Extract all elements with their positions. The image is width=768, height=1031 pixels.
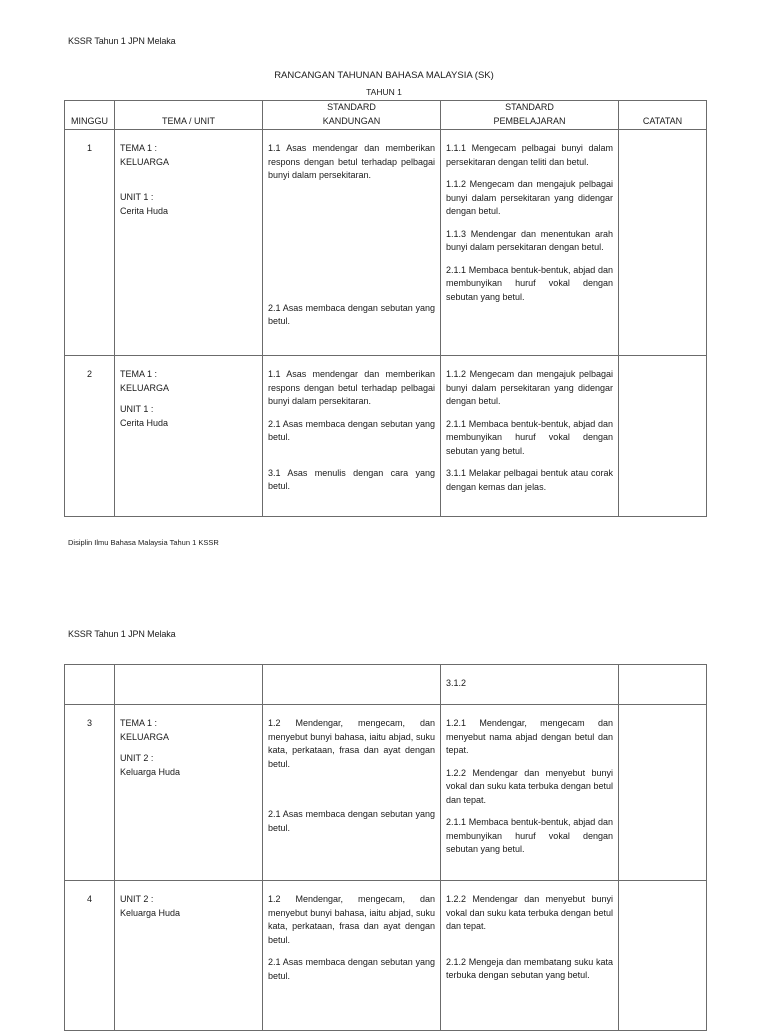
sp-item: 3.1.2 [446,678,467,688]
tema-unit-cell [115,665,263,705]
sk-item: 2.1 Asas membaca dengan sebutan yang betul. [268,957,435,981]
page-header: KSSR Tahun 1 JPN Melaka [68,629,176,639]
sp-item: 1.1.2 Mengecam dan mengajuk pelbagai bunyi dalam persekitaran yang didengar dengan betul. [446,369,613,406]
week-number: 2 [65,356,115,517]
document-subtitle: TAHUN 1 [366,87,402,97]
unit-name: Cerita Huda [120,205,169,216]
unit-name: Keluarga Huda [120,766,181,777]
standard-pembelajaran-cell [441,705,619,881]
week-number [65,665,115,705]
tema-unit-cell [115,705,263,881]
standard-pembelajaran-cell [441,356,619,517]
tema-label: TEMA 1 : [120,369,158,379]
tema-unit-cell [115,356,263,517]
standard-kandungan-cell [263,130,441,356]
standard-pembelajaran-cell [441,665,619,705]
col-header-sk-line1: STANDARD [327,102,376,112]
table-row [65,705,707,881]
catatan-cell [619,130,707,356]
plan-table-page1 [64,100,707,517]
week-number: 4 [65,881,115,1031]
week-number: 3 [65,705,115,881]
sk-item: 1.1 Asas mendengar dan memberikan respons dengan betul terhadap pelbagai bunyi dalam persekitaran. [268,143,435,180]
standard-kandungan-cell [263,356,441,517]
table-row [65,665,707,705]
sp-item: 1.1.3 Mendengar dan menentukan arah bunyi dalam persekitaran dengan betul. [446,228,613,252]
plan-table-page2 [64,664,707,1031]
page-footer: Disiplin Ilmu Bahasa Malaysia Tahun 1 KSSR [68,538,219,547]
week-number: 1 [65,130,115,356]
sp-item: 1.1.2 Mengecam dan mengajuk pelbagai bunyi dalam persekitaran yang didengar dengan betul. [446,179,613,216]
sk-item: 2.1 Asas membaca dengan sebutan yang betul. [268,809,435,833]
sk-item: 3.1 Asas menulis dengan cara yang betul. [268,467,435,491]
sp-item: 1.2.2 Mendengar dan menyebut bunyi vokal dan suku kata terbuka dengan betul dan tepat. [446,894,613,931]
standard-kandungan-cell [263,881,441,1031]
tema-name: KELUARGA [120,731,170,742]
unit-label: UNIT 2 : [120,753,154,763]
col-header-standard-kandungan [263,101,441,130]
sp-item: 1.2.1 Mendengar, mengecam dan menyebut nama abjad dengan betul dan tepat. [446,718,613,755]
table-row [65,881,707,1031]
standard-pembelajaran-cell [441,881,619,1031]
sp-item: 2.1.1 Membaca bentuk-bentuk, abjad dan membunyikan huruf vokal dengan sebutan yang betul. [446,264,613,302]
col-header-catatan: CATATAN [619,101,707,130]
catatan-cell [619,881,707,1031]
sp-item: 2.1.2 Mengeja dan membatang suku kata terbuka dengan sebutan yang betul. [446,956,613,980]
tema-unit-cell [115,881,263,1031]
document-title: RANCANGAN TAHUNAN BAHASA MALAYSIA (SK) [274,70,494,81]
standard-kandungan-cell [263,665,441,705]
table-header-row [65,101,707,130]
table-row [65,356,707,517]
sk-item: 2.1 Asas membaca dengan sebutan yang betul. [268,302,435,326]
catatan-cell [619,705,707,881]
table-row [65,130,707,356]
col-header-tema: TEMA / UNIT [115,101,263,130]
catatan-cell [619,356,707,517]
sp-item: 2.1.1 Membaca bentuk-bentuk, abjad dan membunyikan huruf vokal dengan sebutan yang betul. [446,817,613,854]
unit-name: Cerita Huda [120,417,169,428]
sp-item: 3.1.1 Melakar pelbagai bentuk atau corak dengan kemas dan jelas. [446,468,613,492]
sp-item: 1.2.2 Mendengar dan menyebut bunyi vokal dan suku kata terbuka dengan betul dan tepat. [446,767,613,805]
col-header-standard-pembelajaran [441,101,619,130]
col-header-sp-line2: PEMBELAJARAN [493,115,566,126]
sk-item: 1.2 Mendengar, mengecam, dan menyebut bunyi bahasa, iaitu abjad, suku kata, perkataan, frasa dan ayat dengan betul. [268,894,435,945]
sp-item: 2.1.1 Membaca bentuk-bentuk, abjad dan membunyikan huruf vokal dengan sebutan yang betul. [446,418,613,456]
col-header-sp-line1: STANDARD [505,102,554,112]
tema-name: KELUARGA [120,382,170,393]
unit-label: UNIT 1 : [120,404,154,414]
standard-kandungan-cell [263,705,441,881]
sk-item: 1.1 Asas mendengar dan memberikan respons dengan betul terhadap pelbagai bunyi dalam persekitaran. [268,369,435,406]
standard-pembelajaran-cell [441,130,619,356]
unit-label: UNIT 1 : [120,192,154,202]
tema-unit-cell [115,130,263,356]
sk-item: 1.2 Mendengar, mengecam, dan menyebut bunyi bahasa, iaitu abjad, suku kata, perkataan, frasa dan ayat dengan betul. [268,718,435,769]
catatan-cell [619,665,707,705]
tema-label: TEMA 1 : [120,143,158,153]
unit-name: Keluarga Huda [120,907,181,918]
tema-name: KELUARGA [120,156,170,167]
page-header: KSSR Tahun 1 JPN Melaka [68,36,176,46]
tema-label: TEMA 1 : [120,718,158,728]
col-header-sk-line2: KANDUNGAN [322,115,381,126]
unit-label: UNIT 2 : [120,894,154,904]
col-header-minggu: MINGGU [65,101,115,130]
sp-item: 1.1.1 Mengecam pelbagai bunyi dalam persekitaran dengan teliti dan betul. [446,143,613,167]
sk-item: 2.1 Asas membaca dengan sebutan yang betul. [268,418,435,442]
